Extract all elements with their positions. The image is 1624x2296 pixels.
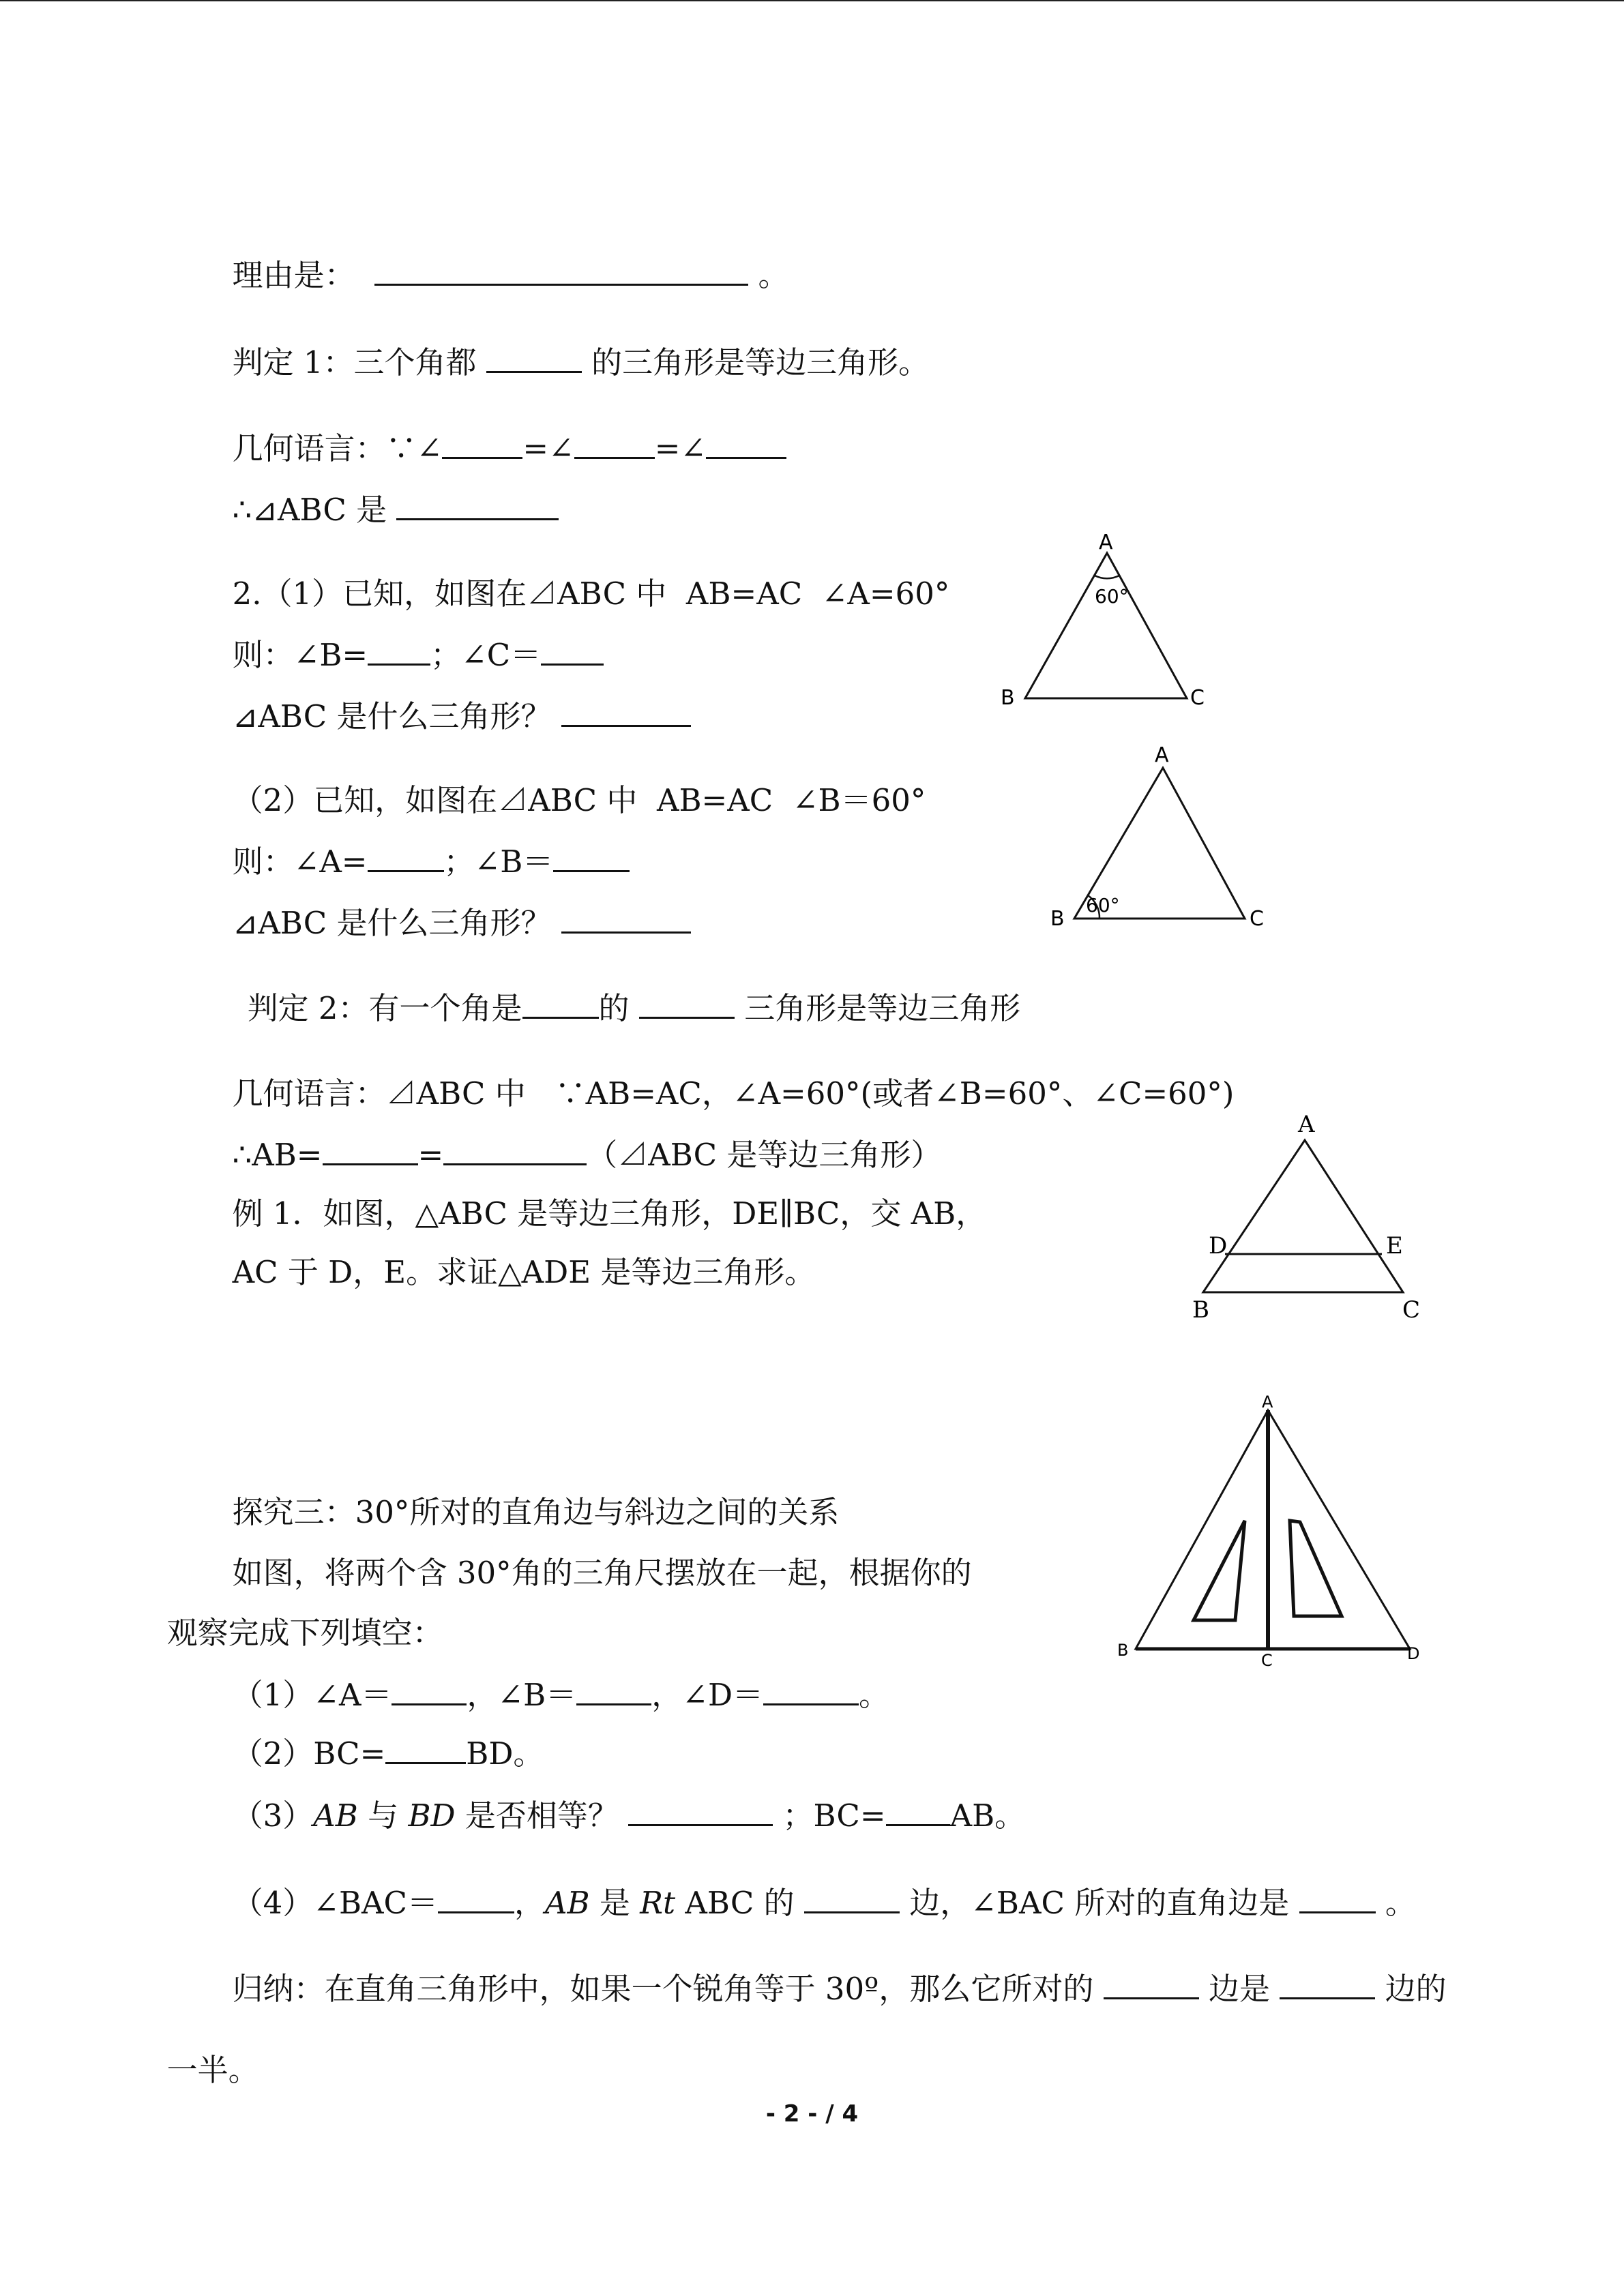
text-italic: AB [544,1885,590,1921]
answer-blank[interactable] [706,431,786,459]
answer-blank[interactable] [561,906,691,934]
text: 的 [598,990,630,1026]
triangle-abd [1136,1410,1410,1649]
page-number: - 2 - / 4 [765,2100,859,2128]
text: ⊿ABC 是什么三角形？ [232,698,552,734]
vertex-label-b: B [1117,1641,1129,1660]
text-line [213,1759,1025,1835]
text: ；∠B＝ [443,844,554,880]
text-line [213,659,691,736]
text: 几何语言：⊿ABC 中 ∵AB=AC，∠A=60°(或者∠B=60°、∠C=60°) [232,1075,1235,1112]
text: （3） [232,1798,314,1834]
text: =∠ [654,430,707,466]
text: ⊿ABC 是什么三角形？ [232,905,552,941]
answer-blank[interactable] [639,991,735,1019]
text: （2）BC= [232,1735,386,1772]
text: 边是 [1208,1971,1270,2007]
text: 一半。 [166,2052,259,2088]
figure-triangle-de-bc [1185,1105,1431,1323]
answer-blank[interactable] [886,1798,950,1826]
vertex-label-a: A [1155,743,1169,767]
figure-triangle-angle-a [992,532,1224,709]
vertex-label-a: A [1099,531,1113,554]
text-italic: Rt [640,1885,676,1921]
text: 则：∠A= [232,844,368,880]
angle-label: 60° [1086,894,1120,916]
text: 如图，将两个含 30°角的三角尺摆放在一起，根据你的 [232,1555,972,1591]
vertex-label-c: C [1250,907,1264,931]
vertex-label-b: B [1050,907,1065,931]
answer-blank[interactable] [522,991,599,1019]
text: ；∠C＝ [430,637,542,673]
text: 则：∠B= [232,637,368,673]
text-line [213,305,929,382]
answer-blank[interactable] [374,258,748,286]
text: 判定 2：有一个角是 [247,990,522,1026]
text: 三角形是等边三角形 [744,990,1021,1026]
answer-blank[interactable] [486,345,582,373]
answer-blank[interactable] [438,1885,514,1913]
text: 2.（1）已知，如图在⊿ABC 中 AB=AC ∠A=60° [232,576,950,612]
text-italic: AB [313,1798,358,1834]
text: ， [514,1885,545,1921]
text: 边的 [1385,1971,1447,2007]
text: 是 [589,1885,640,1921]
figure-set-squares [1112,1391,1432,1678]
text: 是否相等？ [455,1798,619,1834]
answer-blank[interactable] [1104,1971,1199,1999]
text: 理由是： [232,257,355,293]
text: 。 [859,1677,890,1713]
set-square-hole-right [1290,1521,1342,1616]
text-line [213,1932,1447,2008]
set-square-hole-left [1194,1521,1245,1620]
text: ；BC= [782,1798,886,1834]
vertex-label-e: E [1386,1232,1403,1259]
text: 探究三：30°所对的直角边与斜边之间的关系 [232,1494,840,1530]
vertex-label-d: D [1209,1232,1228,1259]
text: 例 1．如图，△ABC 是等边三角形，DE∥BC，交 AB， [232,1195,987,1232]
vertex-label-a: A [1262,1392,1273,1412]
vertex-label-c: C [1402,1296,1421,1324]
vertex-label-d: D [1407,1644,1420,1663]
vertex-label-c: C [1261,1651,1273,1670]
text: ABC 的 [675,1885,795,1921]
text-line [147,2013,259,2089]
text: 归纳：在直角三角形中，如果一个锐角等于 30º，那么它所对的 [232,1971,1094,2007]
text-line [213,218,789,295]
text: ，∠B＝ [467,1677,577,1713]
text: 与 [357,1798,409,1834]
text: 几何语言：∵∠ [232,430,443,466]
answer-blank[interactable] [574,431,655,459]
vertex-label-b: B [1001,686,1015,710]
text-line [213,453,559,529]
text: 。 [758,257,789,293]
vertex-label-a: A [1298,1111,1315,1138]
text: （1）∠A＝ [232,1677,392,1713]
answer-blank[interactable] [576,1678,651,1705]
text: 判定 1：三个角都 [232,344,477,381]
text: =∠ [522,430,574,466]
text: ∴AB= [232,1137,323,1173]
text-line [213,1846,1416,1922]
figure-triangle-angle-b [1037,740,1282,931]
text: ，∠D＝ [651,1677,764,1713]
text: = [417,1137,444,1173]
triangle-shape [1025,553,1187,698]
vertex-label-c: C [1190,686,1205,710]
answer-blank[interactable] [561,699,691,727]
text: 观察完成下列填空： [166,1615,443,1651]
triangle-shape [1203,1140,1403,1292]
text-italic: BD [408,1798,456,1834]
answer-blank[interactable] [1299,1885,1376,1913]
text: AB。 [949,1798,1026,1834]
text: 。 [1385,1885,1416,1921]
text: ∴⊿ABC 是 [232,492,387,528]
text: （2）已知，如图在⊿ABC 中 AB=AC ∠B＝60° [232,782,926,818]
top-border [0,0,1624,1]
angle-label: 60° [1095,585,1129,608]
vertex-label-b: B [1192,1296,1209,1324]
text: AC 于 D，E。求证△ADE 是等边三角形。 [232,1254,816,1290]
text: 的三角形是等边三角形。 [591,344,930,381]
answer-blank[interactable] [763,1678,859,1705]
text-line [228,951,1020,1028]
angle-arc [1095,576,1119,578]
answer-blank[interactable] [628,1798,773,1826]
text-line [213,1215,815,1292]
text: BD。 [466,1735,544,1772]
text: （4）∠BAC＝ [232,1885,438,1921]
answer-blank[interactable] [396,492,559,520]
text-line [213,866,691,942]
answer-blank[interactable] [1280,1971,1375,1999]
answer-blank[interactable] [804,1885,900,1913]
text: （⊿ABC 是等边三角形） [587,1137,942,1173]
text: 边，∠BAC 所对的直角边是 [909,1885,1290,1921]
